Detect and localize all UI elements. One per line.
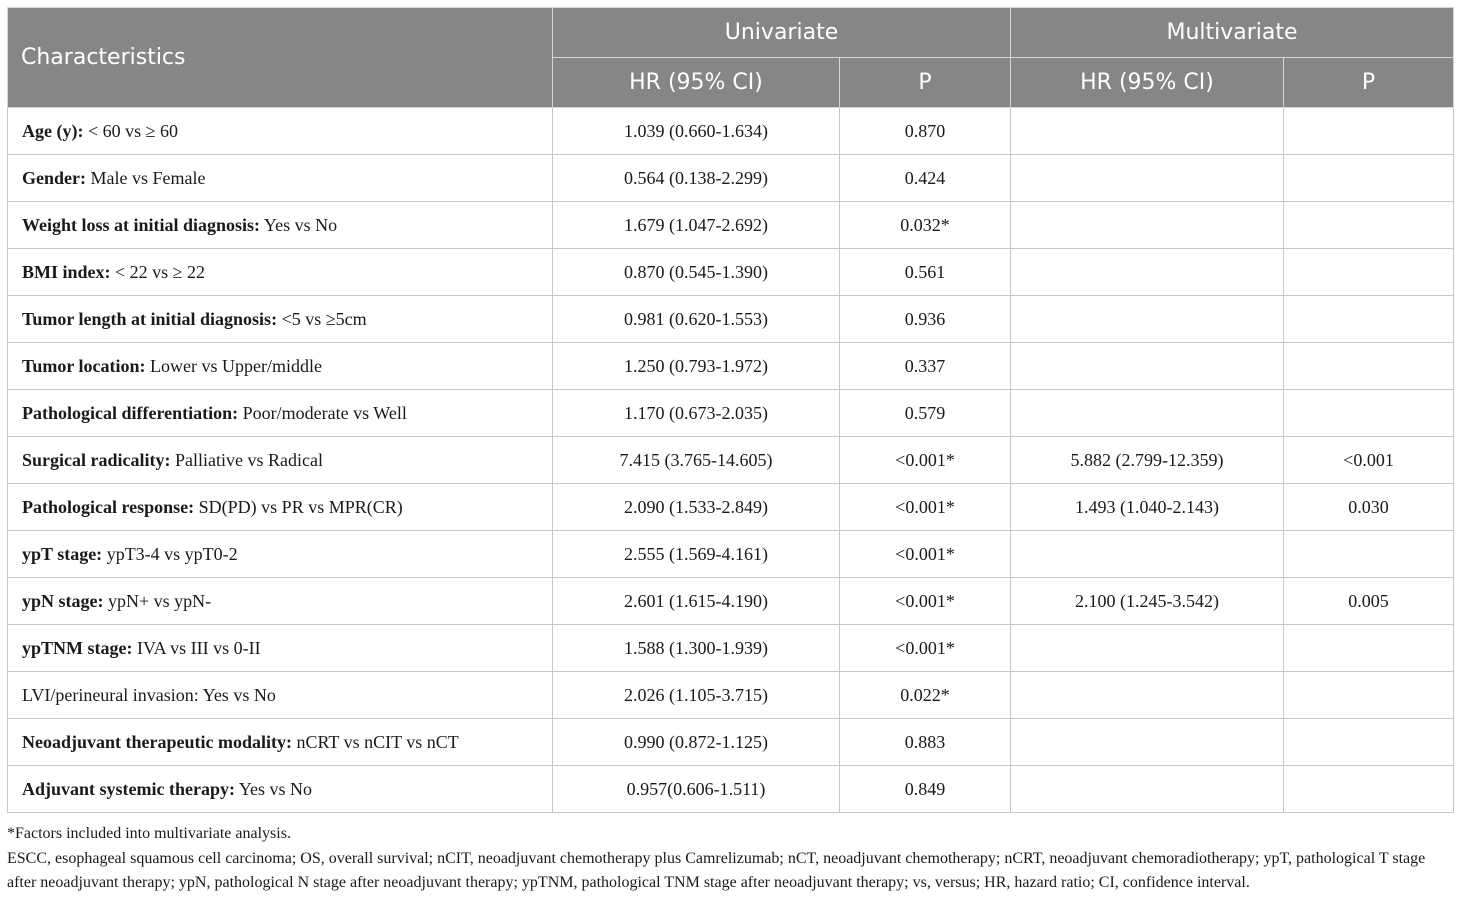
multivariate-p-cell: 0.005	[1284, 578, 1454, 625]
table-header	[8, 8, 1454, 108]
univariate-p-cell: 0.849	[840, 766, 1011, 813]
table-row	[8, 625, 1454, 672]
characteristic-cell	[8, 108, 553, 155]
univariate-p-cell: 0.579	[840, 390, 1011, 437]
univariate-p-cell: 0.337	[840, 343, 1011, 390]
characteristic-cell	[8, 719, 553, 766]
characteristic-cell	[8, 625, 553, 672]
univariate-p-cell: 0.561	[840, 249, 1011, 296]
multivariate-p-cell	[1284, 531, 1454, 578]
univariate-hr-cell: 1.250 (0.793-1.972)	[553, 343, 840, 390]
multivariate-p-cell	[1284, 719, 1454, 766]
characteristic-comparison: < 60 vs ≥ 60	[83, 120, 179, 141]
results-table-container	[7, 7, 1453, 813]
characteristic-cell	[8, 484, 553, 531]
characteristic-name: ypTNM stage:	[22, 637, 133, 658]
characteristic-comparison: Male vs Female	[85, 167, 206, 188]
univariate-hr-cell: 0.981 (0.620-1.553)	[553, 296, 840, 343]
characteristics-header: Characteristics	[8, 8, 553, 108]
multivariate-hr-cell	[1011, 202, 1284, 249]
characteristic-comparison: IVA vs III vs 0-II	[132, 637, 261, 658]
characteristic-cell	[8, 249, 553, 296]
multivariate-hr-cell	[1011, 672, 1284, 719]
univariate-hr-cell: 1.170 (0.673-2.035)	[553, 390, 840, 437]
table-row	[8, 766, 1454, 813]
multivariate-hr-cell	[1011, 766, 1284, 813]
multivariate-p-cell: 0.030	[1284, 484, 1454, 531]
multivariate-hr-cell	[1011, 719, 1284, 766]
table-row	[8, 719, 1454, 766]
multivariate-p-cell	[1284, 296, 1454, 343]
univariate-p-cell: 0.022*	[840, 672, 1011, 719]
characteristic-comparison: Yes vs No	[235, 778, 313, 799]
characteristic-cell	[8, 437, 553, 484]
table-row	[8, 343, 1454, 390]
multivariate-p-cell	[1284, 766, 1454, 813]
multivariate-hr-cell: 1.493 (1.040-2.143)	[1011, 484, 1284, 531]
univariate-p-cell: 0.424	[840, 155, 1011, 202]
multivariate-p-cell: <0.001	[1284, 437, 1454, 484]
univariate-p-cell: 0.883	[840, 719, 1011, 766]
characteristic-name: Age (y):	[22, 120, 84, 141]
table-row	[8, 484, 1454, 531]
table-body	[8, 108, 1454, 813]
univariate-hr-cell: 1.039 (0.660-1.634)	[553, 108, 840, 155]
multivariate-p-cell	[1284, 343, 1454, 390]
characteristic-cell	[8, 155, 553, 202]
univariate-hr-cell: 7.415 (3.765-14.605)	[553, 437, 840, 484]
characteristic-name: Neoadjuvant therapeutic modality:	[22, 731, 292, 752]
multivariate-p-cell	[1284, 390, 1454, 437]
characteristic-name: Weight loss at initial diagnosis:	[22, 214, 261, 235]
multivariate-hr-header: HR (95% CI)	[1011, 58, 1284, 108]
characteristic-name: Gender:	[22, 167, 86, 188]
characteristic-name: ypT stage:	[22, 543, 103, 564]
multivariate-hr-cell: 2.100 (1.245-3.542)	[1011, 578, 1284, 625]
multivariate-hr-cell	[1011, 390, 1284, 437]
univariate-p-cell: 0.936	[840, 296, 1011, 343]
characteristic-name: Pathological response:	[22, 496, 195, 517]
characteristic-comparison: SD(PD) vs PR vs MPR(CR)	[194, 496, 403, 517]
multivariate-p-cell	[1284, 625, 1454, 672]
abbreviations-note: ESCC, esophageal squamous cell carcinoma; OS, overall survival; nCIT, neoadjuvant chemotherapy plus Camrelizumab; nCT, neoadjuvant chemotherapy; nCRT, neoadjuvant chemoradiotherapy; ypT, pathological T stage after neoadjuvant therapy; ypN, pathological N stage after neoadjuvant therapy; ypTNM, pathological TNM stage after neoadjuvant therapy; vs, versus; HR, hazard ratio; CI, confidence interval.	[7, 849, 1426, 891]
table-notes	[7, 822, 1457, 896]
characteristic-cell	[8, 578, 553, 625]
multivariate-header: Multivariate	[1011, 8, 1454, 58]
univariate-hr-cell: 0.870 (0.545-1.390)	[553, 249, 840, 296]
univariate-p-cell: <0.001*	[840, 437, 1011, 484]
univariate-hr-cell: 2.601 (1.615-4.190)	[553, 578, 840, 625]
univariate-hr-cell: 2.090 (1.533-2.849)	[553, 484, 840, 531]
multivariate-hr-cell	[1011, 531, 1284, 578]
table-row	[8, 390, 1454, 437]
univariate-p-cell: <0.001*	[840, 484, 1011, 531]
table-row	[8, 202, 1454, 249]
characteristic-name: Tumor location:	[22, 355, 146, 376]
multivariate-hr-cell: 5.882 (2.799-12.359)	[1011, 437, 1284, 484]
univariate-hr-cell: 2.555 (1.569-4.161)	[553, 531, 840, 578]
cox-regression-table	[7, 7, 1454, 813]
univariate-p-cell: <0.001*	[840, 531, 1011, 578]
characteristic-name: Pathological differentiation:	[22, 402, 239, 423]
characteristic-cell	[8, 390, 553, 437]
characteristic-comparison: <5 vs ≥5cm	[277, 308, 367, 329]
characteristic-comparison: nCRT vs nCIT vs nCT	[291, 731, 459, 752]
characteristic-name: Surgical radicality:	[22, 449, 171, 470]
characteristic-name: Tumor length at initial diagnosis:	[22, 308, 278, 329]
characteristic-name: Adjuvant systemic therapy:	[22, 778, 235, 799]
characteristic-cell	[8, 296, 553, 343]
univariate-p-cell: 0.032*	[840, 202, 1011, 249]
characteristic-cell	[8, 202, 553, 249]
characteristic-cell	[8, 766, 553, 813]
characteristic-comparison: ypT3-4 vs ypT0-2	[102, 543, 238, 564]
characteristic-cell	[8, 672, 553, 719]
univariate-p-cell: <0.001*	[840, 625, 1011, 672]
multivariate-p-cell	[1284, 249, 1454, 296]
characteristic-comparison: < 22 vs ≥ 22	[110, 261, 206, 282]
univariate-hr-cell: 0.564 (0.138-2.299)	[553, 155, 840, 202]
characteristic-name: ypN stage:	[22, 590, 104, 611]
characteristic-comparison: Lower vs Upper/middle	[145, 355, 322, 376]
characteristic-comparison: Poor/moderate vs Well	[238, 402, 407, 423]
univariate-hr-cell: 1.679 (1.047-2.692)	[553, 202, 840, 249]
multivariate-hr-cell	[1011, 155, 1284, 202]
univariate-hr-cell: 2.026 (1.105-3.715)	[553, 672, 840, 719]
univariate-p-header: P	[840, 58, 1011, 108]
characteristic-cell	[8, 531, 553, 578]
multivariate-hr-cell	[1011, 108, 1284, 155]
multivariate-p-header: P	[1284, 58, 1454, 108]
characteristic-name: BMI index:	[22, 261, 111, 282]
univariate-header: Univariate	[553, 8, 1011, 58]
table-row	[8, 296, 1454, 343]
table-row	[8, 249, 1454, 296]
multivariate-p-cell	[1284, 202, 1454, 249]
univariate-hr-cell: 1.588 (1.300-1.939)	[553, 625, 840, 672]
characteristic-comparison: ypN+ vs ypN-	[103, 590, 212, 611]
table-row	[8, 531, 1454, 578]
table-row	[8, 155, 1454, 202]
multivariate-hr-cell	[1011, 625, 1284, 672]
table-row	[8, 672, 1454, 719]
table-row	[8, 578, 1454, 625]
univariate-hr-cell: 0.957(0.606-1.511)	[553, 766, 840, 813]
multivariate-p-cell	[1284, 672, 1454, 719]
characteristic-cell	[8, 343, 553, 390]
univariate-hr-cell: 0.990 (0.872-1.125)	[553, 719, 840, 766]
characteristic-comparison: Yes vs No	[260, 214, 338, 235]
multivariate-p-cell	[1284, 155, 1454, 202]
multivariate-hr-cell	[1011, 343, 1284, 390]
multivariate-hr-cell	[1011, 296, 1284, 343]
characteristic-comparison: Palliative vs Radical	[170, 449, 323, 470]
univariate-hr-header: HR (95% CI)	[553, 58, 840, 108]
table-row	[8, 437, 1454, 484]
univariate-p-cell: 0.870	[840, 108, 1011, 155]
footnote: *Factors included into multivariate analysis.	[7, 825, 291, 842]
univariate-p-cell: <0.001*	[840, 578, 1011, 625]
table-row	[8, 108, 1454, 155]
multivariate-hr-cell	[1011, 249, 1284, 296]
multivariate-p-cell	[1284, 108, 1454, 155]
characteristic-comparison: LVI/perineural invasion: Yes vs No	[22, 684, 276, 705]
